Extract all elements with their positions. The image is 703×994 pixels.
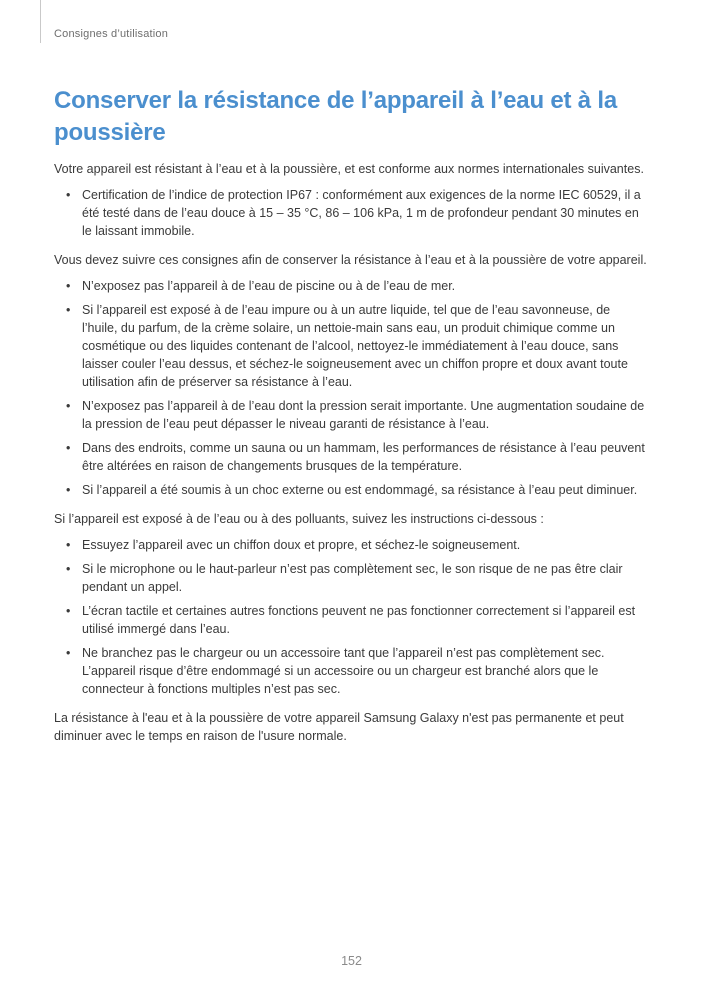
bullet-icon: • [66, 399, 71, 413]
list-item-text: Ne branchez pas le chargeur ou un accessoire tant que l’appareil n’est pas complètement sec. L’appareil risque d’être endommagé si un accessoire ou un chargeur est branché alors que le connecteur à fonctions multiples n’est pas sec. [82, 646, 605, 696]
page-number: 152 [341, 954, 362, 968]
list-item [54, 560, 648, 596]
bullet-icon: • [66, 538, 71, 552]
bullet-icon: • [66, 188, 71, 202]
bullet-icon: • [66, 562, 71, 576]
list-consignes [54, 277, 648, 499]
running-header [0, 0, 703, 43]
page-footer [0, 952, 703, 970]
running-header-title: Consignes d’utilisation [54, 28, 169, 40]
paragraph-polluants: Si l’appareil est exposé à de l’eau ou à des polluants, suivez les instructions ci-dessous : [54, 512, 544, 526]
bullet-icon: • [66, 441, 71, 455]
header-rule-divider [40, 0, 41, 43]
list-item [54, 301, 648, 391]
bullet-icon: • [66, 483, 71, 497]
list-item [54, 644, 648, 698]
page-title: Conserver la résistance de l’appareil à l’eau et à la poussière [54, 87, 618, 146]
list-item [54, 602, 648, 638]
list-item [54, 186, 648, 240]
bullet-icon: • [66, 279, 71, 293]
paragraph-outro: La résistance à l'eau et à la poussière de votre appareil Samsung Galaxy n'est pas permanente et peut diminuer avec le temps en raison de l'usure normale. [54, 711, 624, 743]
list-item-text: Certification de l’indice de protection IP67 : conformément aux exigences de la norme IEC 60529, il a été testé dans de l’eau douce à 15 – 35 °C, 86 – 106 kPa, 1 m de profondeur pendant 30 minutes en le laissant immobile. [82, 188, 641, 238]
list-item-text: Essuyez l’appareil avec un chiffon doux et propre, et séchez-le soigneusement. [82, 538, 521, 552]
bullet-icon: • [66, 604, 71, 618]
bullet-icon: • [66, 303, 71, 317]
paragraph-consignes: Vous devez suivre ces consignes afin de conserver la résistance à l’eau et à la poussière de votre appareil. [54, 253, 647, 267]
list-item-text: L’écran tactile et certaines autres fonctions peuvent ne pas fonctionner correctement si l’appareil est utilisé immergé dans l’eau. [82, 604, 636, 636]
list-item-text: Si l’appareil est exposé à de l’eau impure ou à un autre liquide, tel que de l’eau savonneuse, de l’huile, du parfum, de la crème solaire, un nettoie-main sans eau, un produit chimique comme un cosmétique ou des liquides contenant de l’alcool, nettoyez-le immédiatement à l’eau douce, sans laisser couler l’eau dessus, et séchez-le soigneusement avec un chiffon propre et doux avant toute utilisation afin de préserver sa résistance à l’eau. [82, 303, 628, 389]
paragraph-intro: Votre appareil est résistant à l’eau et à la poussière, et est conforme aux normes internationales suivantes. [54, 162, 644, 176]
list-item [54, 397, 648, 433]
list-polluants [54, 536, 648, 698]
list-item-text: Dans des endroits, comme un sauna ou un hammam, les performances de résistance à l’eau peuvent être altérées en raison de changements brusques de la température. [82, 441, 645, 473]
list-certification [54, 186, 648, 240]
page-content [0, 85, 703, 745]
bullet-icon: • [66, 646, 71, 660]
list-item-text: Si l’appareil a été soumis à un choc externe ou est endommagé, sa résistance à l’eau peut diminuer. [82, 483, 638, 497]
list-item [54, 481, 648, 499]
list-item [54, 277, 648, 295]
list-item-text: Si le microphone ou le haut-parleur n’est pas complètement sec, le son risque de ne pas être clair pendant un appel. [82, 562, 623, 594]
list-item-text: N’exposez pas l’appareil à de l’eau de piscine ou à de l’eau de mer. [82, 279, 456, 293]
list-item-text: N’exposez pas l’appareil à de l’eau dont la pression serait importante. Une augmentation soudaine de la pression de l’eau peut dépasser le niveau garanti de résistance à l’eau. [82, 399, 645, 431]
list-item [54, 439, 648, 475]
list-item [54, 536, 648, 554]
